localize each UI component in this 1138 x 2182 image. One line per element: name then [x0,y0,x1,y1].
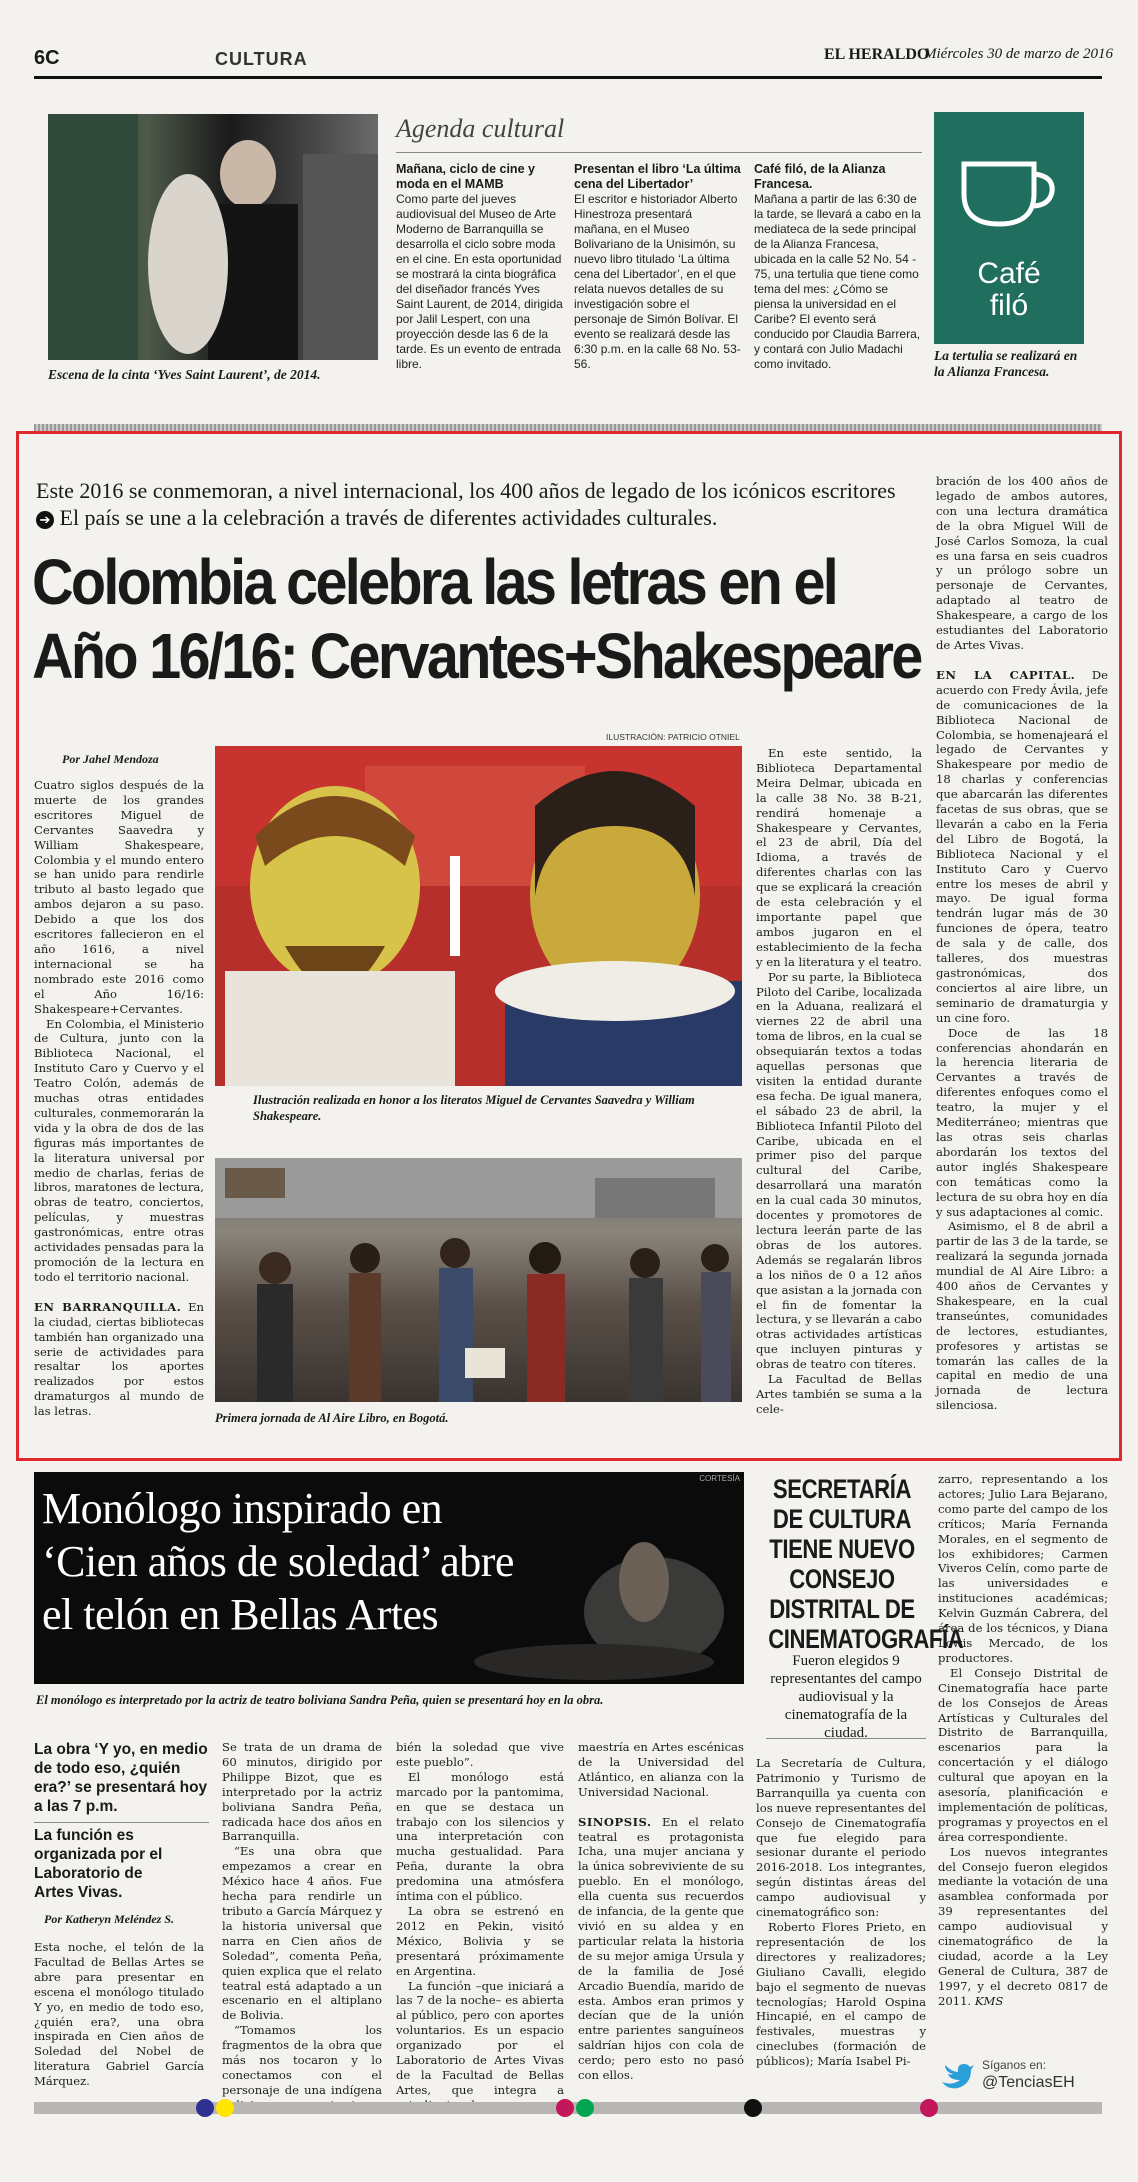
monologo-photo-caption: El monólogo es interpretado por la actriz de teatro boliviana Sandra Peña, quien se presentará hoy en la obra. [36,1693,604,1707]
agenda-item [754,162,922,372]
cervantes-shakespeare-illustration [215,746,742,1086]
photo-caption: Primera jornada de Al Aire Libro, en Bogotá. [215,1411,449,1425]
article-paragraph: El monólogo está marcado por la pantomima, en que se destaca un trabajo con los silencios y una interpretación con mucha gestualidad. Para Peña, durante la obra predomina una atmósfera íntima con el público. [396,1769,564,1904]
article-paragraph: La Facultad de Bellas Artes también se suma a la cele- [756,1372,922,1416]
article-paragraph: Cuatro siglos después de la muerte de los grandes escritores Miguel de Cervantes Saavedra y William Shakespeare, Colombia y el mundo entero se han unido para rendirle tributo al basto legado que ambos dejaron a su paso. Debido a que los dos escritores fallecieron en el año 1616, a nivel internacional se ha nombrado este 2016 como el Año 16/16: Shakespeare+Cervantes. [34,778,204,1016]
monologo-column-1: Esta noche, el telón de la Facultad de Bellas Artes se abre para presentar en escena el monólogo titulado Y yo, en medio de todo eso, ¿quién era?, una obra inspirada en Cien años de Soledad del Nobel de literatura Gabriel García Márquez. [34,1940,204,2089]
monologo-byline: Por Katheryn Meléndez S. [44,1912,175,1926]
article-paragraph: bién la soledad que vive este pueblo”. [396,1740,564,1769]
article-lead-part2: El país se une a la celebración a través de diferentes actividades culturales. [59,505,718,530]
monologo-column-2 [222,1740,382,2113]
coffee-cup-icon [954,154,1064,234]
arrow-circle-icon: ➔ [36,511,54,529]
print-registration-mark [196,2099,214,2117]
agenda-item-text: Como parte del jueves audiovisual del Museo de Arte Moderno de Barranquilla se desarrolla el ciclo sobre moda en el cine. En esta oportunidad se mostrará la cinta biográfica del diseñador francés Yves Saint Laurent, de 2014, dirigida por Jalil Lespert, con una proyección desde las 6 de la tarde. Es un evento de entrada libre. [396,192,563,371]
article-paragraph [34,1300,204,1419]
article-paragraph: En este sentido, la Biblioteca Departamental Meira Delmar, ubicada en la calle 38 No. 38 B-21, rendirá homenaje a Shakespeare y Cervantes, el 23 de abril, Día del Idioma, a través de diferentes charlas con las que se explicará la creación de esta celebración y el importante papel que ambos jugaron en el establecimiento de la fecha y en la literatura y el teatro. [756,746,922,969]
print-registration-mark [744,2099,762,2117]
monologo-headline-line1: Monólogo inspirado en [42,1484,443,1533]
author-initials: KMS [974,1993,1004,2008]
agenda-item-text: El escritor e historiador Alberto Hinestroza presentará mañana, en el Museo Bolivariano de la Unisimón, su nuevo libro titulado ‘La última cena del Libertador’, en el que relata nuevos detalles de su investigación sobre el personaje de Simón Bolívar. El evento se realizará desde las 6:30 p.m. en la calle 68 No. 53-56. [574,192,741,371]
agenda-title-rule [396,152,922,153]
article-lead [36,477,916,531]
monologo-banner [34,1472,744,1684]
cafe-filo-caption: La tertulia se realizará en la Alianza Francesa. [934,348,1078,379]
article-paragraph: Doce de las 18 conferencias ahondarán en la herencia literaria de Cervantes a través de diferentes enfoques como el teatro, la mujer y el Mediterráneo; mientras que las otras seis charlas abordarán los textos del autor inglés Shakespeare con temáticas como la lectura de su obra hoy en día y sus adaptaciones al comic. [936,1025,1108,1219]
monologo-subhead-2: La función es organizada por el Laboratorio de Artes Vivas. [34,1827,163,1901]
print-registration-mark [216,2099,234,2117]
article-paragraph: zarro, representando a los actores; Julio Lara Bejarano, como parte del campo de los críticos; María Fernanda Morales, en el segmento de los exhibidores; Carmen Viveros Celín, como parte de las universidades e instituciones académicas; Kelvin Guzmán Cabrera, del área de los técnicos, y Diana Lowis Mercado, de los productores. [938,1472,1108,1665]
agenda-item [396,162,564,372]
portrait-illustration [215,746,742,1086]
article-paragraph [938,1845,1108,2009]
article-paragraph: La Secretaría de Cultura, Patrimonio y Turismo de Barranquilla ya cuenta con los nueve representantes del Consejo de Cinematografía que fue elegido para sesionar durante el periodo 2016-2018. Los integrantes, según distintas áreas del campo audiovisual y cinematográfico son: [756,1756,926,1920]
article-paragraph [578,1815,744,2083]
monologo-headline-line3: el telón en Bellas Artes [42,1590,439,1639]
article-headline-line2: Año 16/16: Cervantes+Shakespeare [32,620,921,692]
bogota-event-photo [215,1158,742,1402]
article-paragraph: Por su parte, la Biblioteca Piloto del Caribe, localizada en la Aduana, realizará el viernes 22 de abril una toma de libros, en la cual se obsequiarán textos a todas aquellas personas que visiten la entidad durante esa fecha. De igual manera, el sábado 23 de abril, la Biblioteca Infantil Piloto del Caribe, ubicada en el primer piso del parque cultural del Caribe, desarrollará una maratón en la cual cada 30 minutos, docentes y promotores de lectura leerán parte de las obras de los autores. Además se regalarán libros a los niños de 0 a 12 años que asistan a la jornada con el fin de fomentar la lectura, y se llevarán a cabo otras actividades artísticas que incluyen pinturas y obras de teatro con títeres. [756,969,922,1372]
article-text: De acuerdo con Fredy Ávila, jefe de comunicaciones de la Biblioteca Nacional de Colombia, se homenajeará el legado de Cervantes y Shakespeare por medio de 18 charlas y conferencias que abarcarán las diferentes facetas de sus obras, que se llevarán a cabo en la Feria del Libro de Bogotá, la Biblioteca Nacional y el Instituto Caro y Cuervo entre los meses de abril y mayo. De igual forma tendrán lugar más de 30 funciones de ópera, teatro de sala y de calle, dos talleres, dos muestras gastronómicas, dos conciertos al aire libre, un seminario de dramaturgia y un cine foro. [936,667,1108,1025]
article-paragraph: Se trata de un drama de 60 minutos, dirigido por Philippe Bizot, que es interpretado por la actriz boliviana Sandra Peña, radicada hace dos años en Barranquilla. [222,1740,382,1844]
agenda-item-title: Presentan el libro ‘La última cena del Libertador’ [574,162,741,191]
header-rule [34,76,1102,79]
monologo-subhead-rule [34,1822,209,1823]
secretaria-column-1 [756,1756,926,2069]
cafe-filo-logo-line1: Café [977,257,1041,290]
monologo-column-4 [578,1740,744,2083]
illustration-caption: Ilustración realizada en honor a los literatos Miguel de Cervantes Saavedra y William Shakespeare. [253,1093,695,1123]
cafe-filo-logo-line2: filó [989,289,1029,322]
monologo-column-3 [396,1740,564,2113]
crowd-reading-photo [215,1158,742,1402]
monologo-subhead-1: La obra ‘Y yo, en medio de todo eso, ¿quién era?’ se presentará hoy a las 7 p.m. [34,1741,208,1815]
agenda-photo-caption: Escena de la cinta ‘Yves Saint Laurent’, de 2014. [48,367,321,382]
twitter-bird-icon [940,2062,974,2090]
secretaria-headline: SECRETARÍA DE CULTURA TIENE NUEVO CONSEJO DISTRITAL DE CINEMATOGRAFÍA [768,1474,964,1654]
article-text: En la ciudad, ciertas bibliotecas también han organizado una serie de actividades para resaltar los aportes realizados por estos dramaturgos al mundo de las letras. [34,1299,204,1419]
article-paragraph: La obra se estrenó en 2012 en Pekin, visitó México, Bolivia y se presentará próximamente en Argentina. [396,1903,564,1978]
secretaria-subhead: Fueron elegidos 9 representantes del campo audiovisual y la cinematografía de la ciudad. [770,1653,922,1741]
article-paragraph: “Es una obra que empezamos a crear en México hace 4 años. Fue hecha para rendirle un tributo a García Márquez y la historia universal que narra en Cien años de Soledad”, comenta Peña, quien explica que el relato teatral está adaptado a un escenario en el altiplano de Bolivia. [222,1844,382,2023]
subhead-capital: EN LA CAPITAL. [936,667,1076,682]
article-paragraph: maestría en Artes escénicas de la Universidad del Atlántico, en alianza con la Universidad Nacional. [578,1740,744,1799]
article-lead-part1: Este 2016 se conmemoran, a nivel internacional, los 400 años de legado de los icónicos escritores [36,478,896,503]
fashion-scene-illustration [48,114,378,360]
monologo-headline-line2: ‘Cien años de soledad’ abre [42,1537,514,1586]
agenda-item-title: Café filó, de la Alianza Francesa. [754,162,886,191]
newspaper-name: EL HERALDO [824,46,930,63]
print-registration-mark [556,2099,574,2117]
article-column-1 [34,778,204,1419]
subhead-barranquilla: EN BARRANQUILLA. [34,1299,182,1314]
agenda-photo [48,114,378,360]
article-column-2 [756,746,922,1417]
article-paragraph: “Tomamos los fragmentos de la obra que más nos tocaron y lo conectamos con el personaje de una indígena [222,2023,382,2097]
article-paragraph: Asimismo, el 8 de abril a partir de las 3 de la tarde, se realizará la segunda jornada mundial de Al Aire Libro: a 400 años de Cervantes y Shakespeare, en la cual transeúntes, comunidades de lectores, estudiantes, profesores y artistas se tomarán las calles de la capital en medio de una jornada de lectura silenciosa. [936,1219,1108,1413]
twitter-handle: @TenciasEH [982,2074,1075,2091]
issue-date: Miércoles 30 de marzo de 2016 [924,46,1113,62]
article-paragraph: Roberto Flores Prieto, en representación de los directores y realizadores; Giuliano Cavalli, elegido bajo el segmento de nuevas tecnologías; Harold Ospina Hincapié, en el campo de festivales, muestras y cineclubes (formación de públicos); María Isabel Pi- [756,1919,926,2069]
illustration-credit: ILUSTRACIÓN: PATRICIO OTNIEL [606,732,740,742]
agenda-item-text: Mañana a partir de las 6:30 de la tarde, se llevará a cabo en la mediateca de la sede principal de la Alianza Francesa, ubicada en la calle 52 No. 54 - 75, una tertulia que tiene como tema del mes: ¿Cómo se piensa la universidad en el Caribe? El evento será conducido por Claudia Barrera, y contará con Julio Madachi como invitado. [754,192,921,371]
article-paragraph [936,668,1108,1026]
article-column-3 [936,474,1108,1413]
agenda-title: Agenda cultural [396,114,565,143]
page-number: 6C [34,47,60,69]
secretaria-column-2 [938,1472,1108,2009]
section-name: CULTURA [215,49,308,69]
twitter-follow-label: Síganos en: [982,2058,1047,2072]
article-text: En el relato teatral es protagonista Icha, una mujer anciana y la única sobreviviente de su pueblo. En el monólogo, ella cuenta sus recuerdos de infancia, de la gente que vivió en su aldea y en particular relata la historia de su mejor amiga Úrsula y de la familia de José Arcadio Buendía, marido de esta. Ambos eran primos y decían que de la unión entre parientes sanguíneos saldrían hijos con cola de cerdo; pero esto no pasó con ellos. [578,1814,744,2083]
monologo-photo-credit: CORTESÍA [699,1474,740,1483]
article-paragraph: En Colombia, el Ministerio de Cultura, junto con la Biblioteca Nacional, el Instituto Caro y Cuervo y el Teatro Colón, además de muchas otras entidades culturales, conmemorarán la vida y la obra de dos de las figuras más importantes de la literatura universal por medio de charlas, ferias de libros, maratones de lectura, obras de teatro, conciertos, películas, y muestras gastronómicas, entre otras actividades pensadas para la promoción de la lectura en todo el territorio nacional. [34,1016,204,1284]
monologo-headline [42,1482,514,1641]
print-registration-mark [920,2099,938,2117]
secretaria-sub-rule [766,1738,926,1739]
agenda-item-title: Mañana, ciclo de cine y moda en el MAMB [396,162,535,191]
agenda-item [574,162,742,372]
subhead-sinopsis: SINOPSIS. [578,1814,652,1829]
article-text: Los nuevos integrantes del Consejo fueron elegidos mediante la votación de una asamblea conformada por 39 representantes del campo audiovisual y cinematográfico de la ciudad, acorde a la Ley General de Cultura, 387 de 1997, y el decreto 0817 de 2011. [938,1844,1108,2008]
article-headline-line1: Colombia celebra las letras en el [32,546,837,618]
print-registration-mark [576,2099,594,2117]
article-paragraph: La función –que iniciará a las 7 de la noche– es abierta al público, pero con aportes voluntarios. Es un espacio organizado por el Laboratorio de Artes Vivas de la Facultad de Bellas Artes, que integra a [396,1978,564,2097]
cafe-filo-logo [934,112,1084,344]
article-byline: Por Jahel Mendoza [62,752,159,766]
article-paragraph: El Consejo Distrital de Cinematografía hace parte de los Consejos de Áreas Artísticas y Culturales del Distrito de Barranquilla, escenarios para la concertación y el diálogo cultural que apoyan en la asesoría, planificación e implementación de políticas, programas y proyectos en el área correspondiente. [938,1665,1108,1844]
article-paragraph: bración de los 400 años de legado de ambos autores, con una lectura dramática de la obra Miguel Will de José Carlos Somoza, la cual es una farsa en seis cuadros y un prólogo sobre un personaje de Cervantes, adaptado al teatro de Shakespeare, a cargo de los estudiantes del Laboratorio de Artes Vivas. [936,474,1108,652]
twitter-follow[interactable] [940,2054,1110,2098]
